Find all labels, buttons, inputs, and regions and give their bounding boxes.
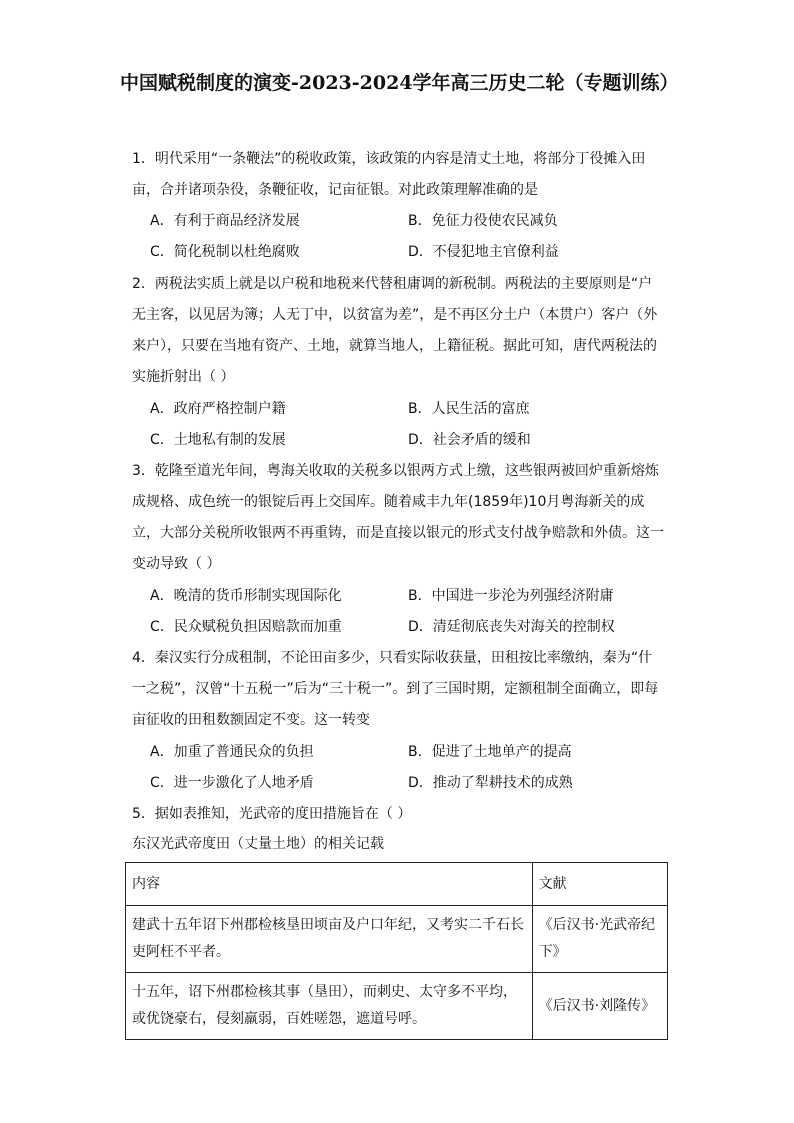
option-a: A．加重了普通民众的负担 <box>150 744 314 760</box>
option-a: A．晚清的货币形制实现国际化 <box>150 588 342 604</box>
question-2-stem: 2．两税法实质上就是以户税和地税来代替租庸调的新税制。两税法的主要原则是“户无主客，以见居为簿；人无丁中，以贫富为差”，是不再区分土户（本贯户）客户（外来户），只要在当地有资产、土地，就算当地人，上籍征税。据此可知，唐代两税法的实施折射出（ ） <box>132 276 658 385</box>
option-d: D．不侵犯地主官僚利益 <box>408 244 559 260</box>
row-1-source: 《后汉书·光武帝纪下》 <box>532 906 667 973</box>
question-3-options <box>150 581 670 643</box>
row-2-content: 十五年，诏下州郡检核其事（垦田），而刺史、太守多不平均，或优饶豪右，侵刻羸弱，百姓嗟怨，遮道号呼。 <box>126 973 533 1040</box>
option-d: D．清廷彻底丧失对海关的控制权 <box>408 619 615 635</box>
option-b: B．促进了土地单产的提高 <box>408 744 572 760</box>
table-header-row <box>126 863 668 906</box>
option-c: C．土地私有制的发展 <box>150 432 286 448</box>
question-1-options <box>150 206 670 268</box>
option-b: B．人民生活的富庶 <box>408 401 530 417</box>
row-2-source: 《后汉书·刘隆传》 <box>532 973 667 1040</box>
option-c: C．民众赋税负担因赔款而加重 <box>150 619 342 635</box>
question-4-options <box>150 737 670 799</box>
option-c: C．简化税制以杜绝腐败 <box>150 244 300 260</box>
row-1-content: 建武十五年诏下州郡检核垦田顷亩及户口年纪，又考实二千石长吏阿枉不平者。 <box>126 906 533 973</box>
question-2-options <box>150 394 670 456</box>
table-row <box>126 973 668 1040</box>
table-caption: 东汉光武帝度田（丈量土地）的相关记载 <box>132 836 384 852</box>
page-title: 中国赋税制度的演变-2023-2024学年高三历史二轮（专题训练） <box>120 72 679 94</box>
question-4-stem: 4．秦汉实行分成租制，不论田亩多少，只看实际收获量，田租按比率缴纳，秦为“什一之税”，汉曾“十五税一”后为“三十税一”。到了三国时期，定额租制全面确立，即每亩征收的田租数额固定不变。这一转变 <box>132 650 659 728</box>
records-table <box>125 862 668 1040</box>
option-c: C．进一步激化了人地矛盾 <box>150 775 314 791</box>
question-3-stem: 3．乾隆至道光年间，粤海关收取的关税多以银两方式上缴，这些银两被回炉重新熔炼成规格、成色统一的银锭后再上交国库。随着咸丰九年(1859年)10月粤海新关的成立，大部分关税所收银两不再重铸，而是直接以银元的形式支付战争赔款和外债。这一变动导致（ ） <box>132 463 664 572</box>
question-1-stem: 1．明代采用“一条鞭法”的税收政策，该政策的内容是清丈土地，将部分丁役摊入田亩，合并诸项杂役，条鞭征收，记亩征银。对此政策理解准确的是 <box>132 151 646 198</box>
option-d: D．推动了犁耕技术的成熟 <box>408 775 573 791</box>
header-source: 文献 <box>532 863 667 906</box>
option-b: B．中国进一步沦为列强经济附庸 <box>408 588 614 604</box>
header-content: 内容 <box>126 863 533 906</box>
option-b: B．免征力役使农民减负 <box>408 213 558 229</box>
option-a: A．有利于商品经济发展 <box>150 213 300 229</box>
table-row <box>126 906 668 973</box>
option-d: D．社会矛盾的缓和 <box>408 432 531 448</box>
option-a: A．政府严格控制户籍 <box>150 401 286 417</box>
question-5-stem: 5．据如表推知，光武帝的度田措施旨在（ ） <box>132 806 412 822</box>
